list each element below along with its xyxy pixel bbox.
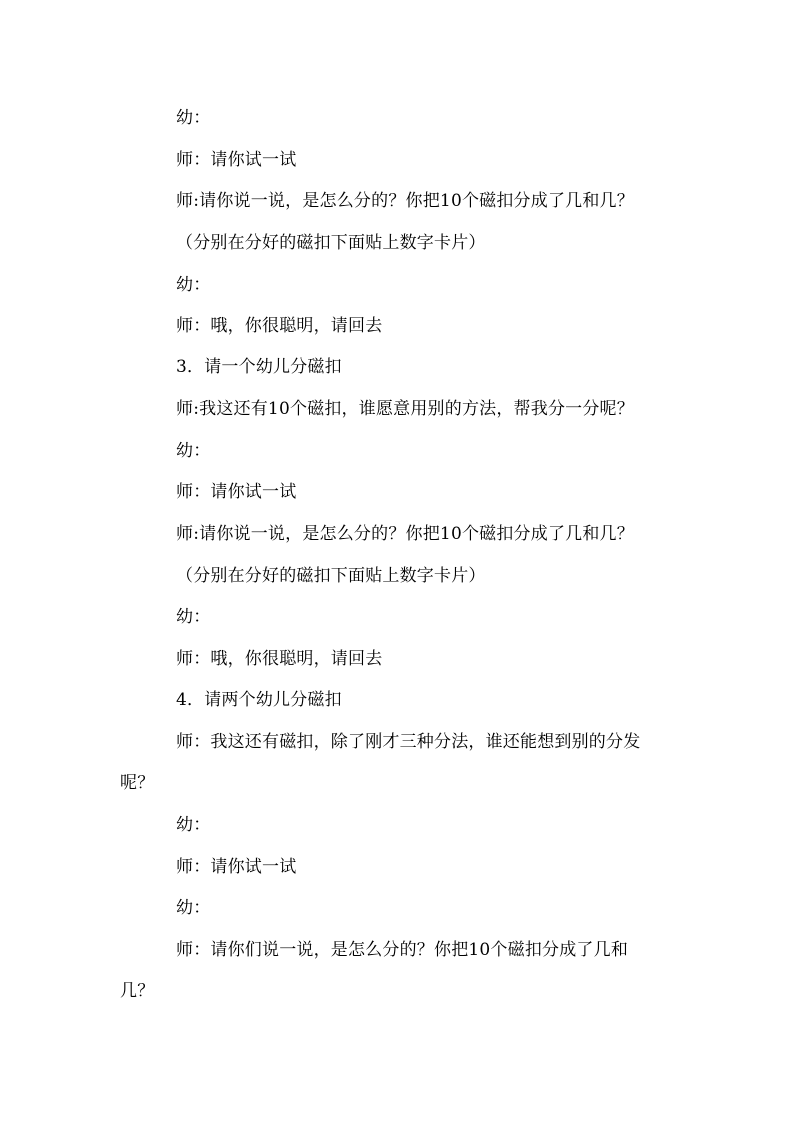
dialogue-line-continued: 几？ — [120, 981, 155, 1001]
dialogue-line: 师:我这还有10个磁扣，谁愿意用别的方法，帮我分一分呢？ — [176, 399, 634, 419]
section-heading: 4．请两个幼儿分磁扣 — [176, 690, 342, 710]
dialogue-line-continued: 呢？ — [120, 773, 155, 793]
dialogue-line: 师：请你们说一说，是怎么分的？你把10个磁扣分成了几和 — [176, 940, 629, 960]
dialogue-line: 师:请你说一说，是怎么分的？你把10个磁扣分成了几和几？ — [176, 524, 634, 544]
dialogue-line: 师:请你说一说，是怎么分的？你把10个磁扣分成了几和几？ — [176, 191, 634, 211]
dialogue-line: 幼： — [176, 815, 211, 835]
dialogue-line: 师：请你试一试 — [176, 150, 297, 170]
dialogue-line: 幼： — [176, 607, 211, 627]
dialogue-line: 幼： — [176, 441, 211, 461]
dialogue-line: 幼： — [176, 275, 211, 295]
dialogue-line: 师：哦，你很聪明，请回去 — [176, 649, 383, 669]
section-heading: 3．请一个幼儿分磁扣 — [176, 357, 342, 377]
dialogue-line: 师：请你试一试 — [176, 857, 297, 877]
stage-direction: （分别在分好的磁扣下面贴上数字卡片） — [176, 233, 486, 253]
dialogue-line: 幼： — [176, 898, 211, 918]
dialogue-line: 师：哦，你很聪明，请回去 — [176, 316, 383, 336]
dialogue-line: 师：我这还有磁扣，除了刚才三种分法，谁还能想到别的分发 — [176, 732, 641, 752]
stage-direction: （分别在分好的磁扣下面贴上数字卡片） — [176, 566, 486, 586]
dialogue-line: 师：请你试一试 — [176, 482, 297, 502]
dialogue-line: 幼： — [176, 108, 211, 128]
